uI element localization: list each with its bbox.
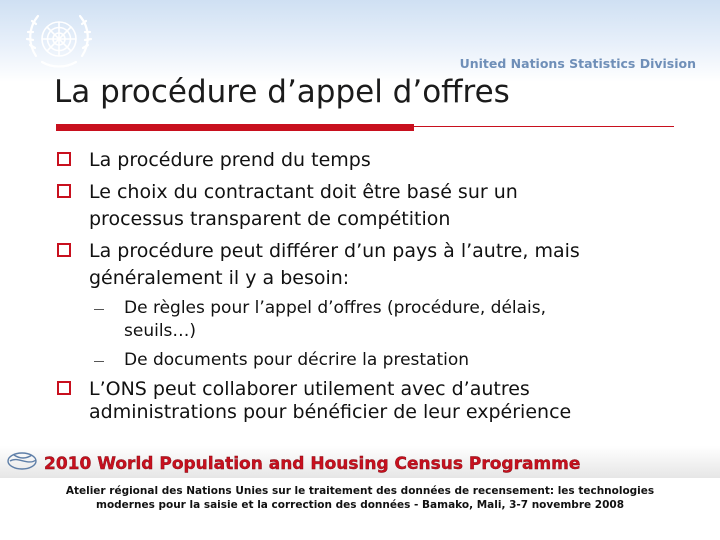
footer	[40, 484, 680, 512]
dash-marker	[94, 361, 104, 362]
bullet-4-line-2: administrations pour bénéficier de leur expérience	[89, 401, 572, 423]
title-rule	[414, 126, 674, 127]
bullet-3-line-2: généralement il y a besoin:	[89, 267, 350, 289]
bullet-marker	[57, 243, 71, 257]
bullet-marker	[57, 184, 71, 198]
footer-line-1: Atelier régional des Nations Unies sur le traitement des données de recensement: les technologies	[65, 485, 655, 497]
census-programme-banner	[0, 446, 720, 478]
subbullet-1-line-1: De règles pour l’appel d’offres (procédure, délais,	[124, 298, 547, 318]
title-underline	[56, 124, 414, 131]
bullet-marker	[57, 381, 71, 395]
slide-title: La procédure d’appel d’offres	[54, 74, 510, 110]
bullet-3-line-1: La procédure peut différer d’un pays à l’autre, mais	[89, 240, 580, 262]
bullet-4-line-1: L’ONS peut collaborer utilement avec d’autres	[89, 378, 530, 400]
subbullet-2-line-1: De documents pour décrire la prestation	[124, 350, 470, 370]
dash-marker	[94, 309, 104, 310]
banner-text: 2010 World Population and Housing Census Programme	[44, 454, 581, 474]
bullet-1-line-1: La procédure prend du temps	[89, 149, 371, 171]
bullet-2-line-2: processus transparent de compétition	[89, 208, 451, 230]
org-label: United Nations Statistics Division	[459, 56, 696, 71]
footer-line-2: modernes pour la saisie et la correction des données - Bamako, Mali, 3-7 novembre 2008	[96, 499, 624, 511]
un-emblem-icon	[22, 8, 96, 74]
bullet-2-line-1: Le choix du contractant doit être basé sur un	[89, 181, 518, 203]
bullet-marker	[57, 152, 71, 166]
subbullet-1-line-2: seuils…)	[124, 321, 197, 341]
